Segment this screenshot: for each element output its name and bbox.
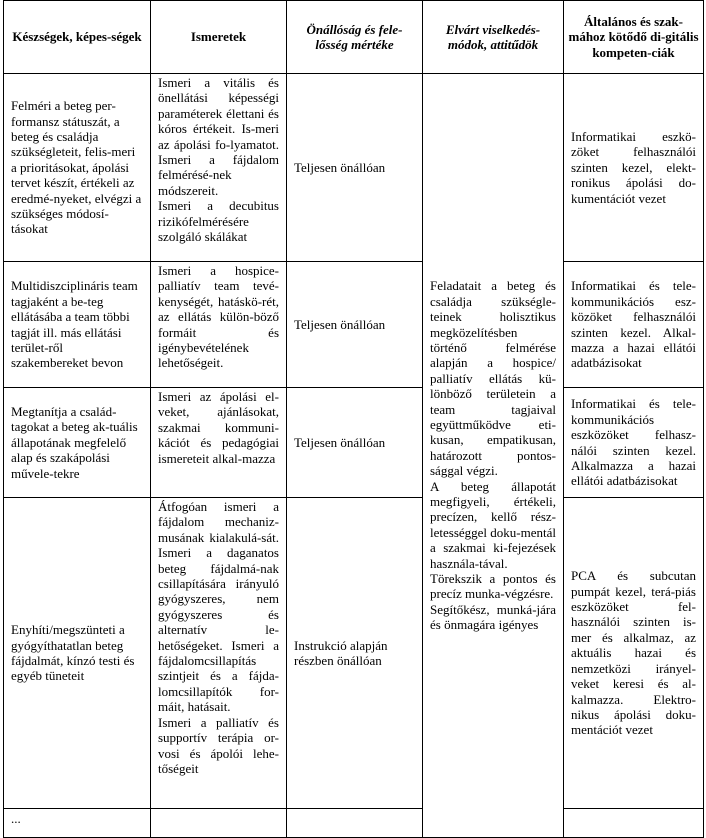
header-skills: Készségek, képes-ségek (4, 1, 151, 74)
skills-cell: ... (4, 809, 151, 838)
knowledge-paragraph: Ismeri az ápolási el-veket, ajánlásokat, szakmai kommuni-kációt és pedagógiai ismereteit alkal-mazza (158, 389, 279, 466)
knowledge-cell (151, 498, 287, 809)
table-row (4, 74, 704, 262)
autonomy-cell (287, 809, 423, 838)
digital-cell (564, 809, 704, 838)
digital-cell: Informatikai és tele-kommunikációs eszközöket felhasz-nálói szinten kezel. Alkalmazza a hazai ellátói adatbázisokat (564, 388, 704, 498)
competency-table (3, 0, 704, 838)
header-knowledge: Ismeretek (151, 1, 287, 74)
attitude-cell (423, 74, 564, 838)
digital-cell: Informatikai eszkö-zöket felhasználói szinten kezel, elekt-ronikus ápolási do-kumentációt vezet (564, 74, 704, 262)
knowledge-cell (151, 809, 287, 838)
attitude-paragraph: A beteg állapotát megfigyeli, értékeli, precízen, kellő rész-letességgel doku-mentál a szakmai ki-fejezések használa-tával. (430, 478, 556, 571)
autonomy-cell: Instrukció alapján részben önállóan (287, 498, 423, 809)
knowledge-paragraph: Ismeri a hospice-palliatív team tevé-kenységét, hatáskö-rét, az ellátás külön-böző formáit és igénybevételének lehetőségeit. (158, 263, 279, 371)
knowledge-paragraph: Átfogóan ismeri a fájdalom mechaniz-musának kialakulá-sát. Ismeri a daganatos beteg fájdalmá-nak csillapítására irányuló gyógyszeres, nem gyógyszeres és alternatív le-hetőségeket. Ismeri a fájdalomcsillapítás szintjeit és a fájda-lomcsillapítók for-máit, hatásait. (158, 499, 279, 715)
table-row (4, 498, 704, 809)
header-autonomy: Önállóság és fele-lősség mértéke (287, 1, 423, 74)
knowledge-paragraph: Ismeri a vitális és önellátási képességi paraméterek élettani és kóros értékeit. Is-meri az ápolási fo-lyamatot. Ismeri a fájdalom felmérésé-nek módszereit. (158, 75, 279, 198)
attitude-paragraph: Segítőkész, munká-jára és önmagára igényes (430, 601, 556, 633)
knowledge-paragraph: Ismeri a decubitus rizikófelmérésére szolgáló skálákat (158, 198, 279, 245)
autonomy-cell: Teljesen önállóan (287, 388, 423, 498)
attitude-paragraph: Feladatait a beteg és családja szükségle-teinek holisztikus megközelítésben történő felmérése alapján a hospice/ palliatív ellátás kü-lönböző területein a team tagjaival együttműködve eti-kusan, empatikusan, határozott pontos-sággal végzi. (430, 278, 556, 479)
header-attitude: Elvárt viselkedés-módok, attitűdök (423, 1, 564, 74)
table-row (4, 262, 704, 388)
table-header-row (4, 1, 704, 74)
knowledge-cell (151, 262, 287, 388)
autonomy-cell: Teljesen önállóan (287, 262, 423, 388)
knowledge-paragraph: Ismeri a palliatív és supportív terápia or-vosi és ápolói lehe-tőségeit (158, 714, 279, 776)
digital-cell: PCA és subcutan pumpát kezel, terá-piás eszközöket fel-használói szinten is-mer és alkalmaz, az aktuális hazai és nemzetközi irányel-veket keresi és al-kalmazza. Elektro-nikus ápolási doku-mentációt vezet (564, 498, 704, 809)
skills-cell: Felméri a beteg per-formansz státuszát, a beteg és családja szükségleteit, felis-meri a prioritásokat, ápolási tervet készít, értékeli az eredmé-nyeket, elvégzi a szükséges módosí-tásokat (4, 74, 151, 262)
skills-cell: Megtanítja a család-tagokat a beteg ak-tuális állapotának megfelelő alap és szakápolási művele-tekre (4, 388, 151, 498)
attitude-paragraph: Törekszik a pontos és precíz munka-végzésre. (430, 571, 556, 602)
skills-cell: Enyhíti/megszünteti a gyógyíthatatlan beteg fájdalmát, kínzó testi és egyéb tüneteit (4, 498, 151, 809)
skills-cell: Multidiszciplináris team tagjaként a be-teg ellátásába a team többi tagját ill. más ellátási terület-ről szakembereket bevon (4, 262, 151, 388)
knowledge-cell (151, 388, 287, 498)
autonomy-cell: Teljesen önállóan (287, 74, 423, 262)
table-row (4, 388, 704, 498)
knowledge-cell (151, 74, 287, 262)
table-row (4, 809, 704, 838)
header-digital: Általános és szak-mához kötődő di-gitális kompeten-ciák (564, 1, 704, 74)
digital-cell: Informatikai és tele-kommunikációs esz-közöket felhasználói szinten kezel. Alkal-mazza a hazai ellátói adatbázisokat (564, 262, 704, 388)
